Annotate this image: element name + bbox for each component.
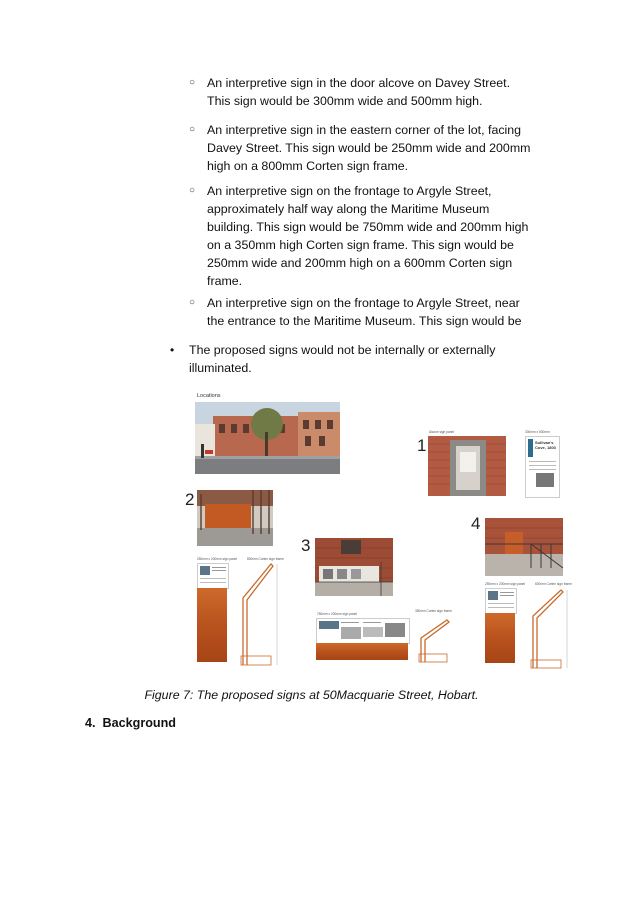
- figure-number-4: 4: [471, 514, 481, 533]
- text-line: the entrance to the Maritime Museum. This sign would be: [207, 314, 522, 328]
- sign2-frame-drawing: [239, 560, 279, 670]
- sign2-panel: [197, 563, 229, 589]
- sign2-corten-plate: [197, 588, 227, 662]
- sub-bullet-item-3: [189, 182, 557, 290]
- sign4-photo: [485, 518, 563, 576]
- text-line: high on a 800mm Corten sign frame.: [207, 159, 409, 173]
- sign4-panel-label: 250mm x 200mm sign panel: [485, 582, 526, 586]
- eastern-corner-image: [197, 490, 273, 546]
- sign4-panel: [485, 588, 517, 614]
- locations-photo: [195, 402, 340, 474]
- text-line: building. This sign would be 750mm wide and 200mm high: [207, 220, 529, 234]
- sign1-size-label: 300mm x 500mm: [525, 430, 550, 434]
- text-line: approximately half way along the Maritime Museum: [207, 202, 490, 216]
- section-number: 4.: [85, 716, 96, 730]
- sign4-corten-plate: [485, 613, 515, 663]
- sign1-panel-title: Sullivan's Cove, 1803: [535, 440, 556, 450]
- figure-number-3: 3: [301, 536, 311, 555]
- figure-proposed-signs: [185, 392, 575, 677]
- text-line: Davey Street. This sign would be 250mm wide and 200mm: [207, 141, 531, 155]
- sign2-frame-label: 800mm Corten sign frame: [247, 557, 284, 561]
- text-line: frame.: [207, 274, 243, 288]
- sign1-photo: [428, 436, 506, 496]
- text-line: An interpretive sign in the eastern corner of the lot, facing: [207, 123, 522, 137]
- figure-number-1: 1: [417, 436, 427, 455]
- text-line: An interpretive sign on the frontage to Argyle Street,: [207, 184, 492, 198]
- sub-bullet-item-4: [189, 294, 557, 330]
- argyle-street-frontage-image: [315, 538, 393, 596]
- sign1-panel: [525, 436, 560, 498]
- text-line: on a 350mm high Corten sign frame. This sign would be: [207, 238, 514, 252]
- text-line: This sign would be 300mm wide and 500mm high.: [207, 94, 483, 108]
- filled-bullet-icon: •: [170, 343, 175, 357]
- text-line: An interpretive sign on the frontage to Argyle Street, near: [207, 296, 520, 310]
- sign4-frame-drawing: [529, 586, 569, 672]
- sign3-panel-label: 750mm x 200mm sign panel: [317, 612, 358, 616]
- bullet-item-illumination: [170, 341, 530, 377]
- section-title: Background: [102, 716, 176, 730]
- maritime-museum-entrance-image: [485, 518, 563, 576]
- text-line: 250mm wide and 200mm high on a 600mm Corten sign: [207, 256, 513, 270]
- hollow-circle-bullet-icon: ○: [189, 185, 196, 196]
- figure-caption: Figure 7: The proposed signs at 50Macquarie Street, Hobart.: [144, 688, 479, 702]
- door-alcove-image: [428, 436, 506, 496]
- street-scene-image: [195, 402, 340, 474]
- sign3-corten-plate: [316, 643, 408, 660]
- sign1-label: Alcove sign panel: [429, 430, 454, 434]
- text-line: An interpretive sign in the door alcove on Davey Street.: [207, 76, 511, 90]
- locations-label: Locations: [197, 393, 221, 399]
- sign2-photo: [197, 490, 273, 546]
- text-line: The proposed signs would not be internally or externally: [189, 343, 496, 357]
- text-line: illuminated.: [189, 361, 252, 375]
- sub-bullet-item-1: [189, 74, 557, 110]
- section-heading: [85, 716, 176, 730]
- sign4-frame-label: 600mm Corten sign frame: [535, 582, 572, 586]
- figure-number-2: 2: [185, 490, 195, 509]
- hollow-circle-bullet-icon: ○: [189, 124, 196, 135]
- hollow-circle-bullet-icon: ○: [189, 297, 196, 308]
- sign3-frame-drawing: [417, 616, 459, 666]
- sign3-frame-label: 350mm Corten sign frame: [415, 609, 452, 613]
- sign3-photo: [315, 538, 393, 596]
- sign3-panel: [316, 618, 410, 644]
- sub-bullet-item-2: [189, 121, 557, 175]
- sign2-panel-label: 250mm x 200mm sign panel: [197, 557, 238, 561]
- hollow-circle-bullet-icon: ○: [189, 77, 196, 88]
